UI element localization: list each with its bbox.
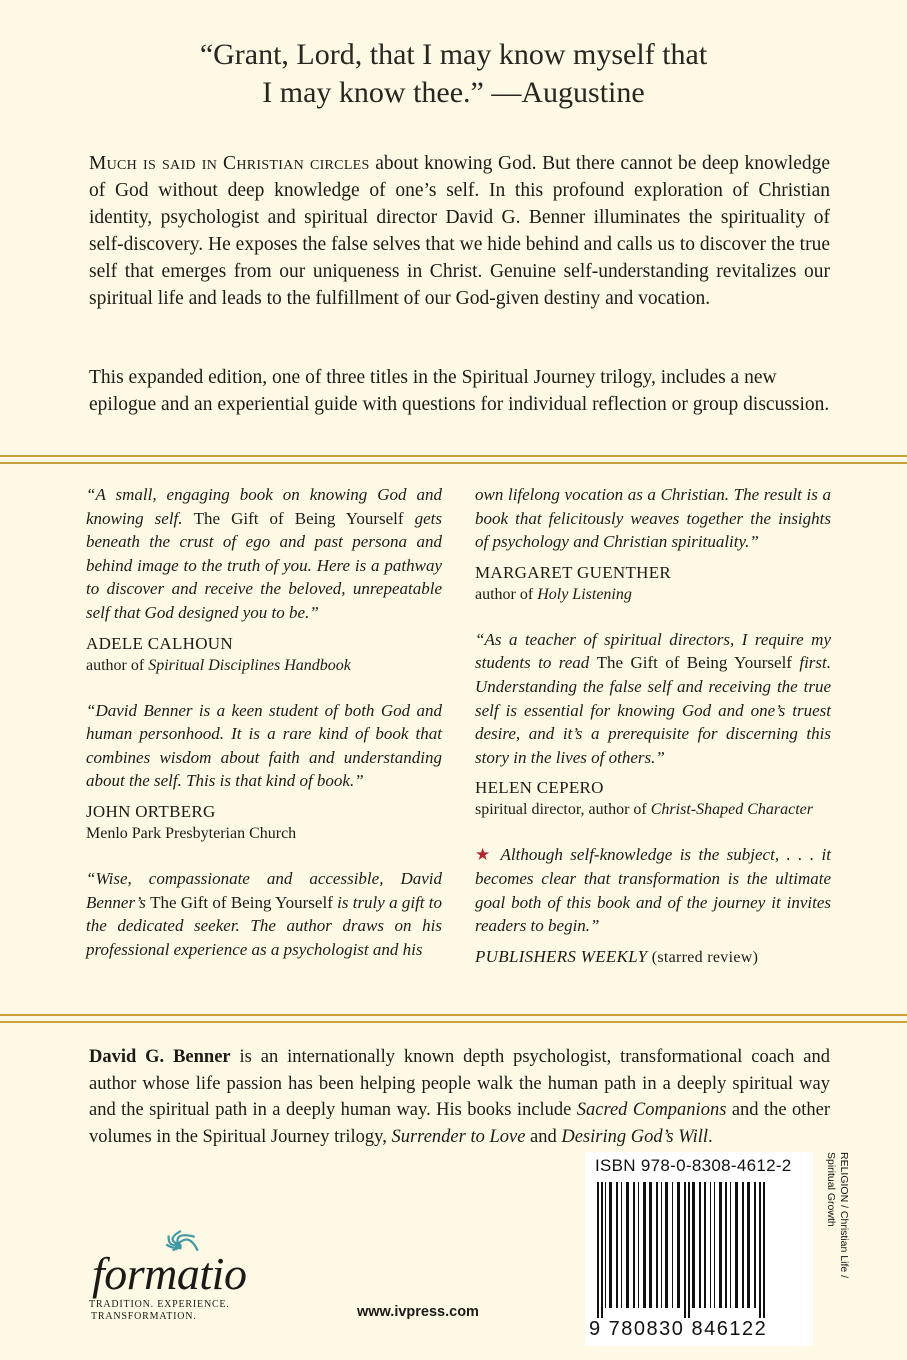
barcode-bar	[649, 1182, 652, 1308]
endorser-name: HELEN CEPERO	[475, 778, 604, 798]
barcode-bar	[638, 1182, 639, 1308]
expanded-edition-paragraph: This expanded edition, one of three titles in the Spiritual Journey trilogy, includes a new epilogue and an experiential guide with questions for individual reflection or group discussion.	[89, 367, 830, 415]
endorsement-quote	[86, 867, 442, 961]
barcode-bar	[704, 1182, 706, 1308]
endorser-role	[475, 799, 831, 821]
bio-book-title: Surrender to Love	[391, 1126, 526, 1147]
isbn-barcode	[585, 1152, 813, 1346]
barcode-bar	[643, 1182, 646, 1308]
role-text: author of	[86, 656, 149, 674]
description-body: about knowing God. But there cannot be deep knowledge of God without deep knowledge of one’s self. In this profound exploration of Christian identity, psychologist and spiritual director David G. Benner illuminates the spirituality of self-discovery. He exposes the false selves that we hide behind and calls us to discover the true self that emerges from our uniqueness in Christ. Genuine self-understanding revitalizes our spiritual life and leads to the fulfillment of our God-given destiny and vocation.	[89, 153, 830, 309]
tagline-line-1: TRADITION. EXPERIENCE.	[89, 1299, 230, 1310]
category-line-1: RELIGION / Christian Life /	[838, 1152, 850, 1279]
endorsement-ortberg	[86, 699, 442, 845]
barcode-bar	[725, 1182, 727, 1308]
quote-text: “Wise, compassionate and accessible, David Benner’s	[86, 868, 442, 912]
role-text: author of	[475, 585, 538, 603]
endorsement-calhoun	[86, 483, 442, 677]
bio-text: .	[708, 1126, 713, 1147]
barcode-bar	[665, 1182, 668, 1308]
barcode-bar	[730, 1182, 731, 1308]
barcode-bar	[621, 1182, 622, 1308]
barcode-bar	[661, 1182, 662, 1308]
publisher-url[interactable]: www.ivpress.com	[357, 1304, 479, 1320]
barcode-bar	[719, 1182, 722, 1308]
bio-book-title: Desiring God’s Will	[561, 1126, 709, 1147]
endorsement-quote: “David Benner is a keen student of both God and human personhood. It is a rare kind of book that combines wisdom about faith and understanding about the self. This is that kind of book.”	[86, 700, 442, 791]
gold-divider-bottom	[0, 1014, 907, 1023]
endorser-role	[86, 655, 442, 677]
barcode-bar	[633, 1182, 635, 1308]
bio-text: and the other volumes in the Spiritual Journey trilogy,	[89, 1100, 831, 1147]
barcode-bar	[616, 1182, 618, 1308]
role-text: spiritual director, author of	[475, 801, 651, 819]
epigraph-line-2: I may know thee.” —Augustine	[262, 76, 645, 109]
endorsement-guenther-quote-start	[86, 867, 442, 961]
barcode-bars	[593, 1182, 805, 1318]
barcode-bar	[609, 1182, 612, 1308]
category-line-2: Spiritual Growth	[825, 1152, 837, 1227]
gold-divider-top	[0, 455, 907, 464]
quote-text: gets beneath the crust of ego and past persona and behind image to the truth of you. Here is a pathway to discover and receive the beloved, unrepeatable self that God designed you to be.”	[86, 508, 443, 622]
barcode-bar	[692, 1182, 695, 1308]
barcode-bar	[688, 1182, 690, 1318]
quote-book-title: The Gift of Being Yourself	[193, 508, 404, 528]
review-note: (starred review)	[647, 948, 759, 966]
endorsement-quote: own lifelong vocation as a Christian. The result is a book that felicitously weaves together the insights of psychology and Christian spirituality.”	[475, 485, 831, 552]
endorsement-guenther	[475, 483, 831, 606]
endorsement-quote	[475, 843, 831, 937]
endorsement-cepero	[475, 628, 831, 822]
endorser-name: JOHN ORTBERG	[86, 801, 216, 821]
barcode-bar	[742, 1182, 744, 1308]
epigraph-line-1: “Grant, Lord, that I may know myself that	[199, 38, 708, 71]
barcode-bar	[735, 1182, 738, 1308]
quote-book-title: The Gift of Being Yourself	[150, 892, 333, 912]
description-paragraph	[89, 150, 830, 312]
logo-tagline	[89, 1299, 230, 1323]
barcode-bar	[597, 1182, 599, 1318]
barcode-bar	[626, 1182, 629, 1308]
barcode-bar	[601, 1182, 603, 1318]
barcode-bar	[677, 1182, 680, 1308]
barcode-digits: 9 780830 846122	[589, 1318, 768, 1340]
bio-text: and	[525, 1126, 562, 1147]
barcode-bar	[763, 1182, 765, 1318]
quote-text: “A small, engaging book on knowing God and knowing self.	[86, 485, 442, 528]
formatio-logo	[86, 1220, 256, 1330]
role-book-title: Spiritual Disciplines Handbook	[148, 656, 351, 674]
barcode-bar	[656, 1182, 658, 1308]
bio-text: is an internationally known depth psychologist, transformational coach and author whose life passion has been helping people walk the human path in a deeply spiritual way and the spiritual path in a deeply human way. His books include	[89, 1047, 830, 1120]
role-book-title: Holy Listening	[537, 585, 632, 603]
barcode-bar	[759, 1182, 761, 1318]
role-book-title: Christ-Shaped Character	[650, 801, 813, 819]
endorsements-right-column	[475, 483, 831, 991]
author-name: David G. Benner	[89, 1047, 231, 1067]
bio-book-title: Sacred Companions	[576, 1100, 727, 1120]
endorser-role	[475, 584, 831, 606]
epigraph-quote	[0, 36, 907, 112]
barcode-bar	[747, 1182, 750, 1308]
quote-text: “As a teacher of spiritual directors, I require my students to read	[475, 629, 831, 673]
barcode-bar	[699, 1182, 701, 1308]
endorser-name	[475, 946, 831, 969]
quote-text: is truly a gift to the dedicated seeker. The author draws on his professional experience as a psychologist and his	[86, 892, 443, 959]
quote-text: first. Understanding the false self and receiving the true self is essential for knowing God and one’s truest desire, and it’s a prerequisite for discerning this story in the lives of others.”	[475, 653, 831, 767]
category-label	[820, 1152, 860, 1282]
endorsements-left-column	[86, 483, 442, 983]
star-icon: ★	[475, 845, 494, 865]
publication-name: PUBLISHERS WEEKLY	[475, 946, 648, 966]
barcode-bar	[714, 1182, 715, 1308]
barcode-bar	[684, 1182, 686, 1318]
barcode-bar	[605, 1182, 606, 1308]
endorser-role: Menlo Park Presbyterian Church	[86, 824, 297, 842]
endorsement-publishers-weekly	[475, 843, 831, 968]
logo-wordmark: formatio	[92, 1248, 247, 1299]
barcode-bar	[672, 1182, 673, 1308]
isbn-label: ISBN 978-0-8308-4612-2	[595, 1156, 792, 1175]
description-lead-in: Much is said in Christian circles	[89, 153, 370, 174]
endorsement-quote	[86, 483, 442, 625]
endorser-name: ADELE CALHOUN	[86, 633, 233, 653]
quote-text: Although self-knowledge is the subject, . . . it becomes clear that transformation is the ultimate goal both of this book and of the journey it invites readers to begin.”	[475, 845, 831, 936]
barcode-bar	[754, 1182, 756, 1308]
endorser-name: MARGARET GUENTHER	[475, 562, 672, 582]
author-bio	[89, 1044, 830, 1150]
tagline-line-2: TRANSFORMATION.	[91, 1311, 197, 1322]
quote-book-title: The Gift of Being Yourself	[596, 653, 792, 673]
barcode-bar	[710, 1182, 711, 1308]
category-text	[824, 1152, 850, 1278]
endorsement-quote	[475, 628, 831, 770]
